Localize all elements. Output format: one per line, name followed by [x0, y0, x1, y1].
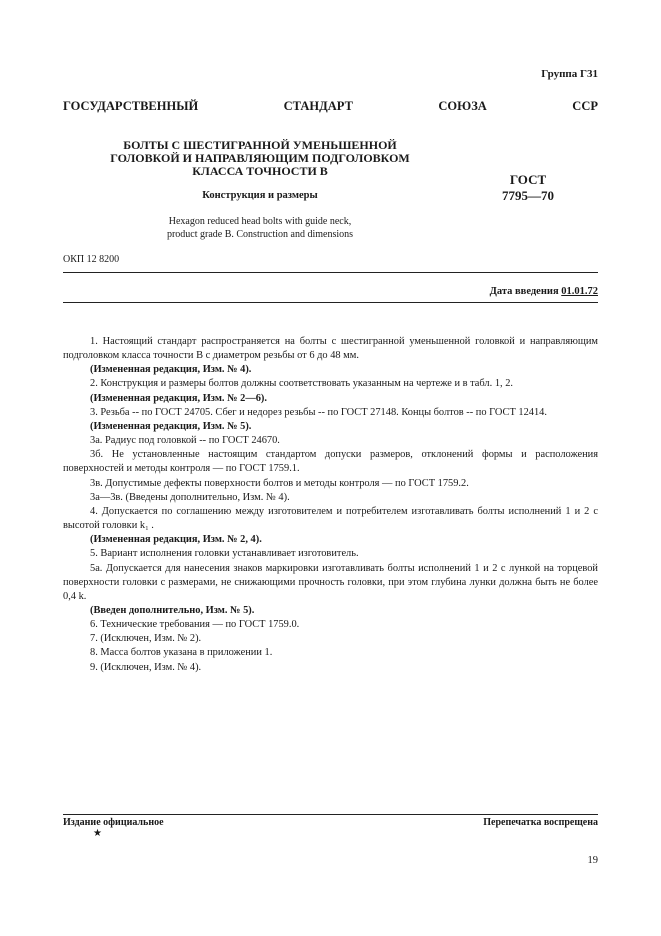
state-word-2: СТАНДАРТ: [283, 99, 353, 113]
body-paragraph: 2. Конструкция и размеры болтов должны соответствовать указанным на чертеже и в табл. 1, 2.: [90, 378, 514, 390]
gost-code: 7795—70: [502, 188, 554, 203]
body-paragraph: 8. Масса болтов указана в приложении 1.: [90, 647, 273, 659]
date-value: 01.01.72: [561, 286, 598, 297]
date-label: Дата введения: [489, 286, 562, 297]
body-paragraph: 7. (Исключен, Изм. № 2).: [90, 633, 202, 645]
body-paragraph: (Измененная редакция, Изм. № 2—6).: [90, 392, 267, 404]
body-paragraph: 3а—3в. (Введены дополнительно, Изм. № 4).: [90, 491, 290, 503]
gost-label: ГОСТ: [509, 172, 547, 187]
body-paragraph: 4. Допускается по соглашению между изготовителем и потребителем изготавливать болты исполнений 1 и 2 с высотой головки k₁ .: [63, 505, 598, 532]
body-paragraph: 3в. Допустимые дефекты поверхности болтов и методы контроля — по ГОСТ 1759.2.: [90, 477, 469, 489]
star-icon: ★: [93, 828, 102, 839]
body-paragraph: (Измененная редакция, Изм. № 4).: [90, 364, 252, 376]
reprint-prohibited: Перепечатка воспрещена: [483, 817, 598, 828]
state-standard-heading: [63, 99, 598, 114]
state-word-1: ГОСУДАРСТВЕННЫЙ: [63, 99, 199, 113]
body-paragraph: 3. Резьба -- по ГОСТ 24705. Сбег и недорез резьбы -- по ГОСТ 27148. Концы болтов -- по ГОСТ 12414.: [90, 406, 547, 418]
state-word-3: СОЮЗА: [438, 99, 487, 113]
divider-date: [63, 302, 598, 303]
title-line: БОЛТЫ С ШЕСТИГРАННОЙ УМЕНЬШЕННОЙ: [123, 138, 397, 152]
body-paragraph: (Введен дополнительно, Изм. № 5).: [90, 604, 255, 616]
effective-date: [490, 286, 598, 297]
english-title: [120, 215, 400, 241]
gost-number: [488, 172, 568, 204]
state-word-4: ССР: [572, 99, 598, 113]
body-paragraph: 3б. Не установленные настоящим стандартом допуски размеров, отклонений формы и расположения поверхностей и методы контроля — по ГОСТ 1759.1.: [63, 449, 598, 475]
okp-code: ОКП 12 8200: [63, 254, 120, 265]
body-paragraph: 1. Настоящий стандарт распространяется на болты с шестигранной уменьшенной головкой и направляющим подголовком класса точности В с диаметром резьбы от 6 до 48 мм.: [63, 336, 598, 362]
divider-footer: [63, 814, 598, 815]
body-paragraph: 6. Технические требования — по ГОСТ 1759.0.: [90, 619, 300, 631]
title-line: КЛАССА ТОЧНОСТИ В: [192, 164, 328, 178]
english-title-line: Hexagon reduced head bolts with guide neck,: [168, 216, 352, 227]
body-text: [63, 335, 598, 675]
document-subtitle: Конструкция и размеры: [202, 190, 318, 201]
body-paragraph: 5а. Допускается для нанесения знаков маркировки изготавливать болты исполнений 1 и 2 с лункой на торцевой поверхности головки с размерами, не снижающими прочность головки, при этом глубина лунки должна быть не более 0,4 k.: [63, 562, 598, 602]
title-line: ГОЛОВКОЙ И НАПРАВЛЯЮЩИМ ПОДГОЛОВКОМ: [110, 151, 410, 165]
divider-top: [63, 272, 598, 273]
body-paragraph: 3а. Радиус под головкой -- по ГОСТ 24670.: [90, 435, 280, 447]
page-number: 19: [587, 855, 598, 866]
body-paragraph: (Измененная редакция, Изм. № 5).: [90, 420, 252, 432]
official-edition: Издание официальное: [63, 817, 164, 828]
body-paragraph: 5. Вариант исполнения головки устанавливает изготовитель.: [90, 548, 359, 560]
body-paragraph: (Измененная редакция, Изм. № 2, 4).: [90, 534, 262, 546]
document-title: [100, 139, 420, 178]
english-title-line: product grade B. Construction and dimensions: [166, 229, 354, 240]
body-paragraph: 9. (Исключен, Изм. № 4).: [90, 661, 202, 673]
group-code: Группа Г31: [541, 68, 598, 80]
